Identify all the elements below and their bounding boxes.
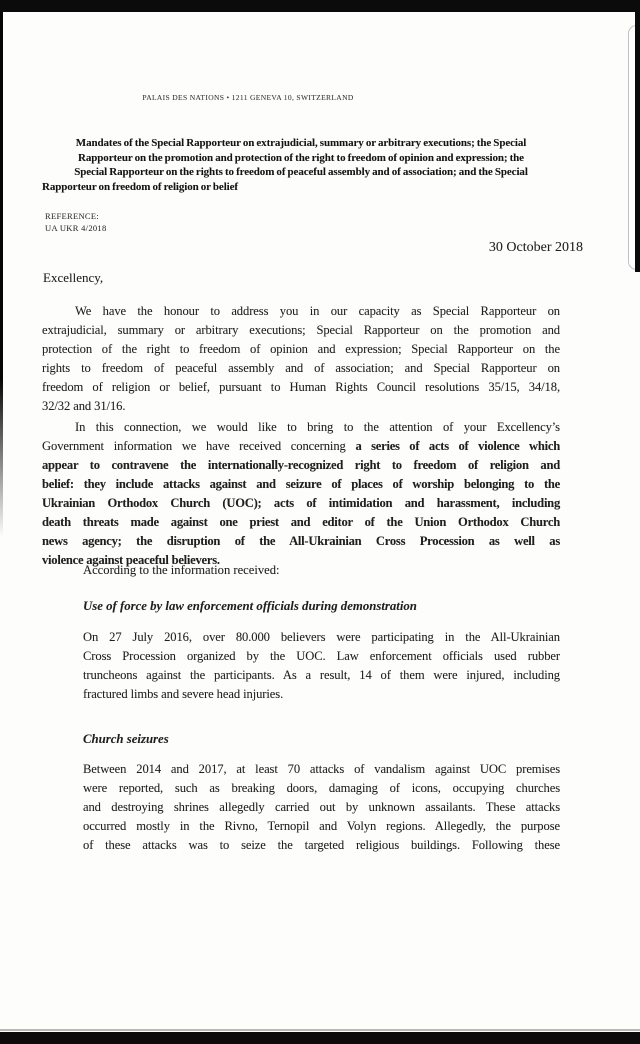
paragraph-church-seizures: Between 2014 and 2017, at least 70 attacks of vandalism against UOC premises were reported, such as breaking doors, damaging of icons, occupying churches and destroying shrines allegedly carried out by unknown assailants. These attacks occurred mostly in the Rivno, Ternopil and Volyn regions. Allegedly, the purpose of these attacks was to seize the targeted religious buildings. Following these	[83, 762, 560, 852]
top-letterbox-bar	[0, 0, 640, 12]
background-right-strip	[635, 12, 640, 272]
reference-label: REFERENCE:	[45, 211, 100, 221]
page-bottom-edge	[0, 1029, 640, 1031]
according-line: According to the information received:	[83, 563, 280, 577]
page-left-edge-shadow	[0, 12, 3, 537]
letter-date: 30 October 2018	[488, 240, 583, 255]
reference-number: UA UKR 4/2018	[45, 222, 107, 233]
section-heading-use-of-force: Use of force by law enforcement officials during demonstration	[83, 599, 417, 613]
mandates-heading: Mandates of the Special Rapporteur on extrajudicial, summary or arbitrary executions; the Special Rapporteur on the promotion and protection of the right to freedom of opinion and expression; the Special Rapporteur on the rights to freedom of peaceful assembly and of association; and the Special Rapporteur on freedom of religion or belief	[42, 137, 528, 193]
paragraph-cross-procession: On 27 July 2016, over 80.000 believers were participating in the All-Ukrainian Cross Procession organized by the UOC. Law enforcement officials used rubber truncheons against the participants. As a result, 14 of them were injured, including fractured limbs and severe head injuries.	[83, 630, 560, 701]
salutation: Excellency,	[43, 270, 104, 285]
paragraph-allegations: In this connection, we would like to bring to the attention of your Excellency’s Government information we have received concerning a series of acts of violence which appear to contravene the internationally-recognized right to freedom of religion and belief: they include attacks against and seizure of places of worship belonging to the Ukrainian Orthodox Church (UOC); acts of intimidation and harassment, including death threats made against one priest and editor of the Union Orthodox Church news agency; the disruption of the All-Ukrainian Cross Procession as well as violence against peaceful believers.	[42, 420, 560, 567]
reference-block	[45, 211, 107, 234]
section-heading-church-seizures: Church seizures	[83, 732, 169, 746]
bottom-letterbox-bar	[0, 1032, 640, 1044]
letterhead: PALAIS DES NATIONS • 1211 GENEVA 10, SWITZERLAND	[142, 93, 354, 102]
paragraph-capacity: We have the honour to address you in our capacity as Special Rapporteur on extrajudicial, summary or arbitrary executions; Special Rapporteur on the promotion and protection of the right to freedom of opinion and expression; Special Rapporteur on the rights to freedom of peaceful assembly and of association; and Special Rapporteur on freedom of religion or belief, pursuant to Human Rights Council resolutions 35/15, 34/18, 32/32 and 31/16.	[42, 304, 560, 413]
